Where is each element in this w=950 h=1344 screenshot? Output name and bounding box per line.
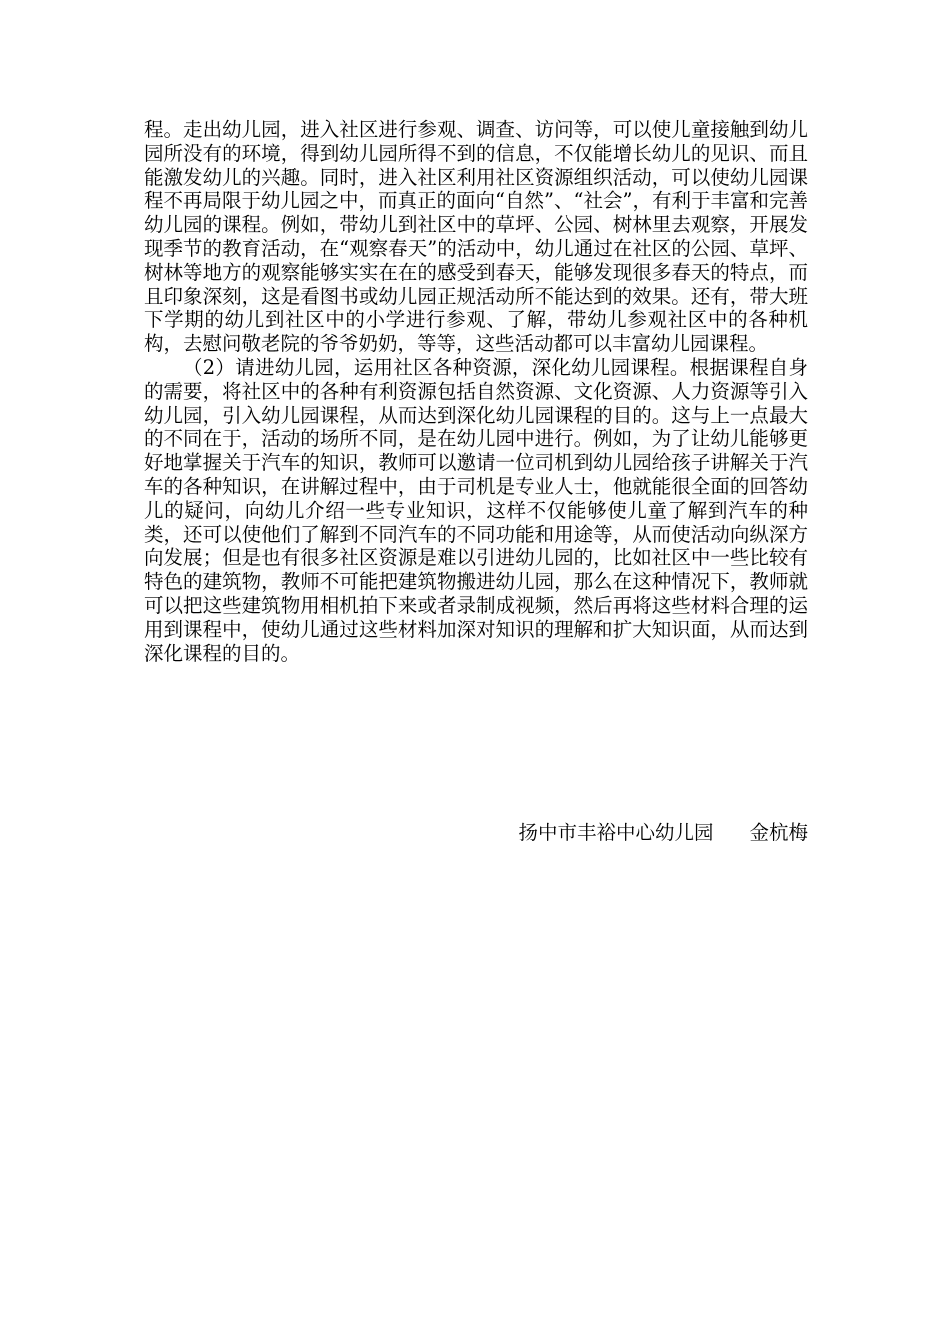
paragraph-continuation: 程。走出幼儿园，进入社区进行参观、调查、访问等，可以使儿童接触到幼儿园所没有的环境，得到幼儿园所得不到的信息，不仅能增长幼儿的见识、而且能激发幼儿的兴趣。同时，进入社区利用社区资源组织活动，可以使幼儿园课程不再局限于幼儿园之中，而真正的面向“自然”、“社会”，有利于丰富和完善幼儿园的课程。例如，带幼儿到社区中的草坪、公园、树林里去观察，开展发现季节的教育活动，在“观察春天”的活动中，幼儿通过在社区的公园、草坪、树林等地方的观察能够实实在在的感受到春天，能够发现很多春天的特点，而且印象深刻，这是看图书或幼儿园正规活动所不能达到的效果。还有，带大班下学期的幼儿到社区中的小学进行参观、了解，带幼儿参观社区中的各种机构，去慰问敬老院的爷爷奶奶，等等，这些活动都可以丰富幼儿园课程。 bbox=[144, 118, 808, 356]
paragraph-2: （2）请进幼儿园，运用社区各种资源，深化幼儿园课程。根据课程自身的需要，将社区中的各种有利资源包括自然资源、文化资源、人力资源等引入幼儿园，引入幼儿园课程，从而达到深化幼儿园课程的目的。这与上一点最大的不同在于，活动的场所不同，是在幼儿园中进行。例如，为了让幼儿能够更好地掌握关于汽车的知识，教师可以邀请一位司机到幼儿园给孩子讲解关于汽车的各种知识，在讲解过程中，由于司机是专业人士，他就能很全面的回答幼儿的疑问，向幼儿介绍一些专业知识，这样不仅能够使儿童了解到汽车的种类，还可以使他们了解到不同汽车的不同功能和用途等，从而使活动向纵深方向发展；但是也有很多社区资源是难以引进幼儿园的，比如社区中一些比较有特色的建筑物，教师不可能把建筑物搬进幼儿园，那么在这种情况下，教师就可以把这些建筑物用相机拍下来或者录制成视频，然后再将这些材料合理的运用到课程中，使幼儿通过这些材料加深对知识的理解和扩大知识面，从而达到深化课程的目的。 bbox=[144, 355, 808, 665]
signature-author: 金杭梅 bbox=[749, 821, 808, 844]
signature-organization: 扬中市丰裕中心幼儿园 bbox=[518, 821, 714, 844]
document-body bbox=[144, 118, 808, 665]
signature-line bbox=[144, 821, 808, 845]
